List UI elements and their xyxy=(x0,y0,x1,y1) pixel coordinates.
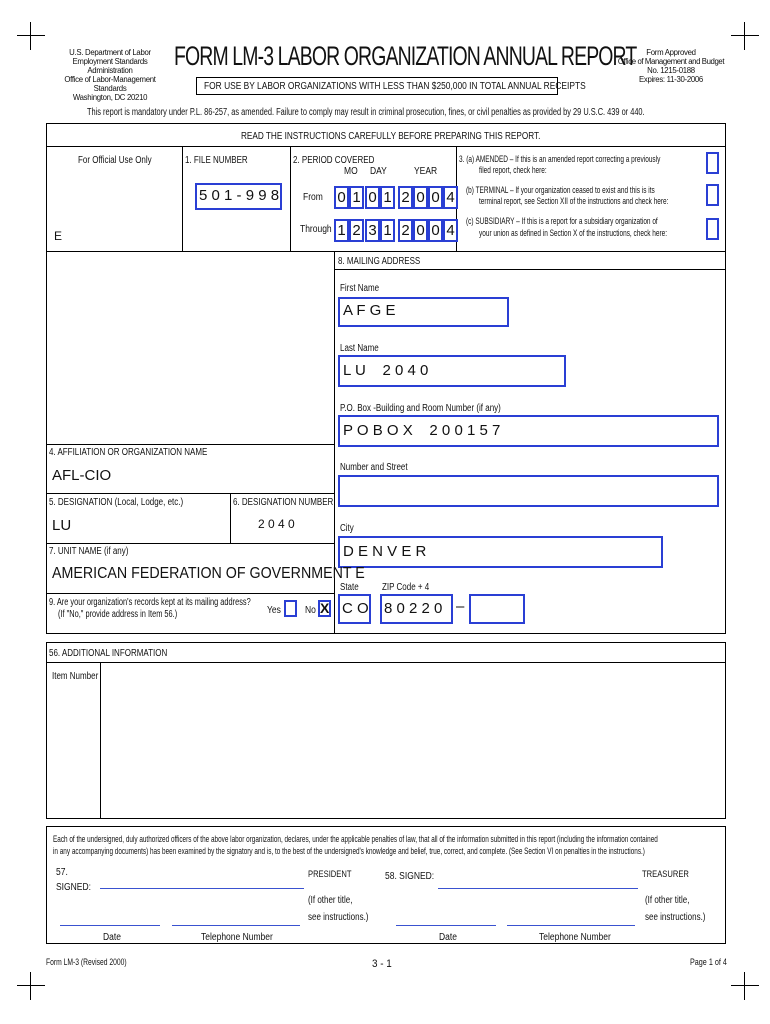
form-subtitle: FOR USE BY LABOR ORGANIZATIONS WITH LESS THAN $250,000 IN TOTAL ANNUAL RECEIPTS xyxy=(204,81,586,92)
agency-line: U.S. Department of Labor xyxy=(69,48,151,57)
page-of: Page 1 of 4 xyxy=(690,957,727,967)
designation-value: LU xyxy=(52,517,72,534)
city-label: City xyxy=(340,523,354,534)
period-through-label: Through xyxy=(300,224,332,235)
period-through-digit[interactable]: 0 xyxy=(428,219,443,242)
president-other-title-note: see instructions.) xyxy=(308,912,369,923)
period-from-digit[interactable]: 1 xyxy=(349,186,364,209)
amended-label xyxy=(459,154,660,164)
amended-title: 3. (a) AMENDED xyxy=(459,154,508,164)
mandatory-notice: This report is mandatory under P.L. 86-257, as amended. Failure to comply may result in criminal prosecution, fines, or civil penalties as provided by 29 U.S.C. 439 or 440. xyxy=(87,107,645,118)
certification-text-2: in any accompanying documents) has been examined by the signatory and is, to the best of the undersigned's knowledge and belief, true, correct, and complete. (See Section VI on penalties in the instructions.) xyxy=(53,846,645,856)
terminal-text: – If your organization ceased to exist and this is its xyxy=(509,185,655,195)
period-through-digit[interactable]: 2 xyxy=(398,219,413,242)
phone-label-treasurer: Telephone Number xyxy=(539,932,611,943)
period-from-digit[interactable]: 2 xyxy=(398,186,413,209)
subsidiary-label xyxy=(466,216,658,226)
zip-value: 8 0 2 2 0 xyxy=(384,600,443,617)
state-value: C O xyxy=(342,600,369,617)
date-line-treasurer[interactable] xyxy=(396,925,496,926)
additional-info-label: 56. ADDITIONAL INFORMATION xyxy=(49,648,168,659)
records-yes-checkbox[interactable] xyxy=(284,600,297,617)
last-name-label: Last Name xyxy=(340,343,379,354)
agency-line: Office of Labor-Management Standards xyxy=(64,75,156,93)
zip-ext-field[interactable] xyxy=(469,594,525,624)
omb-line: Office of Management and Budget xyxy=(617,57,725,66)
zip-dash: – xyxy=(456,598,465,615)
president-other-title: (If other title, xyxy=(308,895,353,906)
omb-block xyxy=(614,48,728,84)
form-revision: Form LM-3 (Revised 2000) xyxy=(46,957,127,967)
phone-line-president[interactable] xyxy=(172,925,300,926)
period-through-digit[interactable]: 1 xyxy=(334,219,349,242)
agency-block xyxy=(50,48,170,102)
crop-mark-bottom-right xyxy=(731,972,759,1000)
certification-text-1: Each of the undersigned, duly authorized officers of the above labor organization, declares, under the applicable penalties of law, that all of the information submitted in this report (including the information contained xyxy=(53,834,658,844)
additional-info-text[interactable] xyxy=(106,668,716,808)
official-use-value: E xyxy=(54,229,63,243)
period-from-digit[interactable]: 4 xyxy=(443,186,458,209)
unit-name-value: AMERICAN FEDERATION OF GOVERNMENT E xyxy=(52,565,365,582)
subsidiary-checkbox[interactable] xyxy=(706,218,719,240)
signature-line-treasurer[interactable] xyxy=(438,888,638,889)
treasurer-other-title: (If other title, xyxy=(645,895,690,906)
affiliation-value: AFL-CIO xyxy=(52,467,112,484)
period-col-year: YEAR xyxy=(414,166,438,177)
treasurer-other-title-note: see instructions.) xyxy=(645,912,706,923)
amended-text: – If this is an amended report correcting a previously xyxy=(509,154,661,164)
period-through-digit[interactable]: 2 xyxy=(349,219,364,242)
street-label: Number and Street xyxy=(340,462,408,473)
agency-line: Employment Standards Administration xyxy=(72,57,148,75)
amended-checkbox[interactable] xyxy=(706,152,719,174)
period-col-mo: MO xyxy=(344,166,358,177)
last-name-value: L U 2 0 4 0 xyxy=(343,362,429,379)
crop-mark-bottom-left xyxy=(17,972,45,1000)
item57-label: 57. xyxy=(56,867,68,878)
file-number-value: 5 0 1 - 9 9 8 xyxy=(199,187,280,204)
city-value: D E N V E R xyxy=(343,543,427,560)
records-question: 9. Are your organization's records kept at its mailing address? xyxy=(49,597,251,608)
omb-line: Form Approved xyxy=(646,48,696,57)
period-from-digit[interactable]: 0 xyxy=(365,186,380,209)
records-no-label: No xyxy=(305,605,316,616)
period-from-digit[interactable]: 0 xyxy=(334,186,349,209)
date-label-treasurer: Date xyxy=(439,932,457,943)
file-number-label: 1. FILE NUMBER xyxy=(185,155,248,166)
period-col-day: DAY xyxy=(370,166,387,177)
designation-number-label: 6. DESIGNATION NUMBER xyxy=(233,497,334,508)
po-box-value: P O B O X 2 0 0 1 5 7 xyxy=(343,422,501,439)
crop-mark-top-right xyxy=(731,22,759,50)
terminal-checkbox[interactable] xyxy=(706,184,719,206)
records-no-mark: X xyxy=(320,600,330,616)
period-from-digit[interactable]: 0 xyxy=(428,186,443,209)
phone-line-treasurer[interactable] xyxy=(507,925,635,926)
page-code: 3 - 1 xyxy=(372,958,392,970)
period-through-digit[interactable]: 4 xyxy=(443,219,458,242)
president-title: PRESIDENT xyxy=(308,869,352,880)
period-through-digit[interactable]: 0 xyxy=(413,219,428,242)
po-box-label: P.O. Box -Building and Room Number (if any) xyxy=(340,403,501,414)
zip-label: ZIP Code + 4 xyxy=(382,582,430,593)
period-through-digit[interactable]: 1 xyxy=(380,219,395,242)
signature-line-president[interactable] xyxy=(100,888,304,889)
omb-line: No. 1215-0188 xyxy=(647,66,695,75)
terminal-label xyxy=(466,185,655,195)
designation-label: 5. DESIGNATION (Local, Lodge, etc.) xyxy=(49,497,184,508)
period-label: 2. PERIOD COVERED xyxy=(293,155,375,166)
period-through-digit[interactable]: 3 xyxy=(365,219,380,242)
subsidiary-title: (c) SUBSIDIARY xyxy=(466,216,515,226)
period-from-label: From xyxy=(303,192,323,203)
first-name-label: First Name xyxy=(340,283,380,294)
unit-name-label: 7. UNIT NAME (if any) xyxy=(49,546,129,557)
designation-number-value: 2 0 4 0 xyxy=(258,517,295,531)
records-yes-label: Yes xyxy=(267,605,281,616)
subsidiary-text: – If this is a report for a subsidiary organization of xyxy=(516,216,658,226)
period-from-digit[interactable]: 1 xyxy=(380,186,395,209)
official-use-label: For Official Use Only xyxy=(78,155,152,166)
date-label-president: Date xyxy=(103,932,121,943)
item58-label: 58. SIGNED: xyxy=(385,871,435,882)
signed-label-57: SIGNED: xyxy=(56,882,91,893)
item-number-label: Item Number xyxy=(52,671,99,682)
terminal-text-2: terminal report, see Section XII of the instructions and check here: xyxy=(479,196,669,206)
terminal-title: (b) TERMINAL xyxy=(466,185,509,195)
form-title: FORM LM-3 LABOR ORGANIZATION ANNUAL REPORT xyxy=(174,41,637,71)
phone-label-president: Telephone Number xyxy=(201,932,273,943)
omb-line: Expires: 11-30-2006 xyxy=(639,75,703,84)
street-field[interactable] xyxy=(338,475,719,507)
treasurer-title: TREASURER xyxy=(642,869,689,880)
subsidiary-text-2: your union as defined in Section X of the instructions, check here: xyxy=(479,228,668,238)
read-instructions: READ THE INSTRUCTIONS CAREFULLY BEFORE PREPARING THIS REPORT. xyxy=(241,131,541,142)
amended-text-2: filed report, check here: xyxy=(479,165,547,175)
first-name-value: A F G E xyxy=(343,302,396,319)
period-from-digit[interactable]: 0 xyxy=(413,186,428,209)
date-line-president[interactable] xyxy=(60,925,160,926)
mailing-label: 8. MAILING ADDRESS xyxy=(338,256,421,267)
affiliation-label: 4. AFFILIATION OR ORGANIZATION NAME xyxy=(49,447,208,458)
crop-mark-top-left xyxy=(17,22,45,50)
agency-line: Washington, DC 20210 xyxy=(72,93,148,102)
state-label: State xyxy=(340,582,359,593)
records-question-note: (If "No," provide address in Item 56.) xyxy=(58,609,178,620)
